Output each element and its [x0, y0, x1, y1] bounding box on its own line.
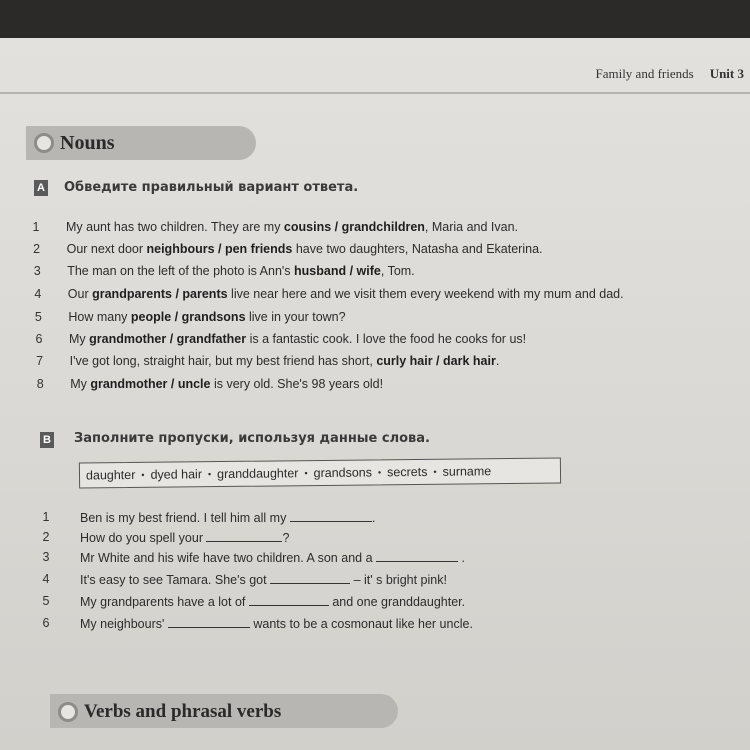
answer-choice[interactable]: husband / wife — [294, 264, 381, 278]
item-text-after: . — [461, 551, 465, 565]
word-bank — [79, 457, 561, 488]
word-bank-item: granddaughter — [217, 466, 299, 482]
item-number: 8 — [36, 377, 44, 391]
choice-item — [32, 287, 732, 305]
verbs-section-tab — [50, 694, 398, 728]
answer-choice[interactable]: people / grandsons — [130, 310, 246, 324]
answer-choice[interactable]: grandmother / grandfather — [89, 332, 247, 346]
choice-item — [32, 310, 732, 328]
item-text-after: ? — [282, 531, 290, 545]
word-bank-item: grandsons — [313, 465, 373, 481]
item-text: How many — [68, 310, 131, 324]
bullet-separator-icon: • — [433, 466, 437, 477]
item-number: 6 — [42, 616, 50, 630]
bullet-icon — [58, 702, 78, 722]
gap-fill-item — [40, 530, 600, 548]
item-text-after: – it' s bright pink! — [353, 573, 447, 587]
item-text-after: , Tom. — [380, 264, 415, 278]
item-text-after: . — [371, 511, 376, 525]
item-number: 7 — [36, 354, 44, 368]
item-text: My grandparents have a lot of — [80, 595, 246, 609]
bullet-separator-icon: • — [207, 469, 212, 480]
item-text: Mr White and his wife have two children. A son and a — [80, 551, 373, 565]
item-text-after: is a fantastic cook. I love the food he cooks for us! — [246, 332, 527, 346]
item-number: 4 — [34, 287, 42, 301]
item-text-after: live in your town? — [245, 310, 346, 324]
item-number: 3 — [42, 550, 50, 564]
answer-choice[interactable]: curly hair / dark hair — [376, 354, 496, 368]
item-number: 2 — [42, 530, 50, 544]
choice-item — [30, 220, 730, 238]
item-text-after: , Maria and Ivan. — [424, 220, 519, 234]
answer-blank[interactable] — [376, 550, 458, 562]
word-bank-item: surname — [442, 464, 492, 479]
gap-fill-item — [40, 550, 600, 568]
item-text: How do you spell your — [80, 531, 203, 545]
item-number: 5 — [34, 310, 42, 324]
word-bank-item: secrets — [387, 464, 428, 480]
item-text-after: live near here and we visit them every weekend with my mum and dad. — [227, 287, 624, 301]
verbs-title: Verbs and phrasal verbs — [84, 701, 282, 722]
choice-item — [33, 332, 733, 350]
exercise-b-instruction: Заполните пропуски, используя данные слова. — [74, 431, 430, 446]
item-text: My neighbours' — [80, 617, 165, 631]
word-bank-item: daughter — [85, 467, 136, 483]
item-text: My aunt has two children. They are my — [66, 220, 284, 234]
answer-blank[interactable] — [290, 510, 372, 522]
item-text-after: and one granddaughter. — [332, 595, 466, 609]
running-head — [595, 66, 744, 82]
choice-item — [34, 354, 734, 372]
item-text-after: have two daughters, Natasha and Ekaterina. — [292, 242, 543, 256]
item-text: My — [70, 377, 91, 391]
exercise-a-instruction: Обведите правильный вариант ответа. — [64, 180, 359, 195]
item-number: 5 — [42, 594, 50, 608]
answer-blank[interactable] — [270, 572, 350, 584]
answer-choice[interactable]: neighbours / pen friends — [146, 242, 293, 256]
bullet-separator-icon: • — [141, 469, 145, 480]
word-bank-item: dyed hair — [150, 467, 203, 482]
header-rule — [0, 92, 750, 94]
item-text-after: wants to be a cosmonaut like her uncle. — [253, 617, 473, 631]
item-number: 1 — [32, 220, 40, 234]
bullet-icon — [34, 133, 54, 153]
item-text: It's easy to see Tamara. She's got — [80, 573, 267, 587]
item-number: 6 — [35, 332, 43, 346]
item-text: I've got long, straight hair, but my best friend has short, — [69, 354, 377, 368]
item-text: The man on the left of the photo is Ann's — [67, 264, 295, 278]
item-text-after: . — [495, 354, 500, 368]
item-text: Our — [67, 287, 93, 301]
nouns-section-tab — [26, 126, 256, 160]
item-number: 3 — [33, 264, 41, 278]
choice-item — [31, 264, 731, 282]
choice-item — [31, 242, 731, 260]
running-head-unit: Unit 3 — [709, 66, 744, 81]
item-text: Our next door — [66, 242, 147, 256]
answer-choice[interactable]: grandmother / uncle — [90, 377, 211, 391]
answer-choice[interactable]: grandparents / parents — [92, 287, 228, 301]
running-head-title: Family and friends — [595, 66, 694, 81]
item-number: 1 — [42, 510, 50, 524]
answer-blank[interactable] — [206, 530, 282, 542]
nouns-title: Nouns — [60, 132, 115, 154]
gap-fill-item — [40, 594, 600, 612]
exercise-b-badge: B — [40, 432, 54, 448]
answer-blank[interactable] — [168, 616, 250, 628]
choice-item — [34, 377, 734, 395]
gap-fill-item — [40, 572, 600, 590]
gap-fill-item — [40, 510, 600, 528]
answer-choice[interactable]: cousins / grandchildren — [283, 220, 425, 234]
item-number: 4 — [42, 572, 50, 586]
bullet-separator-icon: • — [377, 467, 382, 478]
item-text: Ben is my best friend. I tell him all my — [80, 511, 287, 525]
exercise-a-badge: A — [34, 180, 48, 196]
gap-fill-item — [40, 616, 600, 634]
item-text: My — [69, 332, 90, 346]
answer-blank[interactable] — [249, 594, 329, 606]
bullet-separator-icon: • — [304, 468, 308, 479]
item-number: 2 — [33, 242, 41, 256]
item-text-after: is very old. She's 98 years old! — [210, 377, 384, 391]
